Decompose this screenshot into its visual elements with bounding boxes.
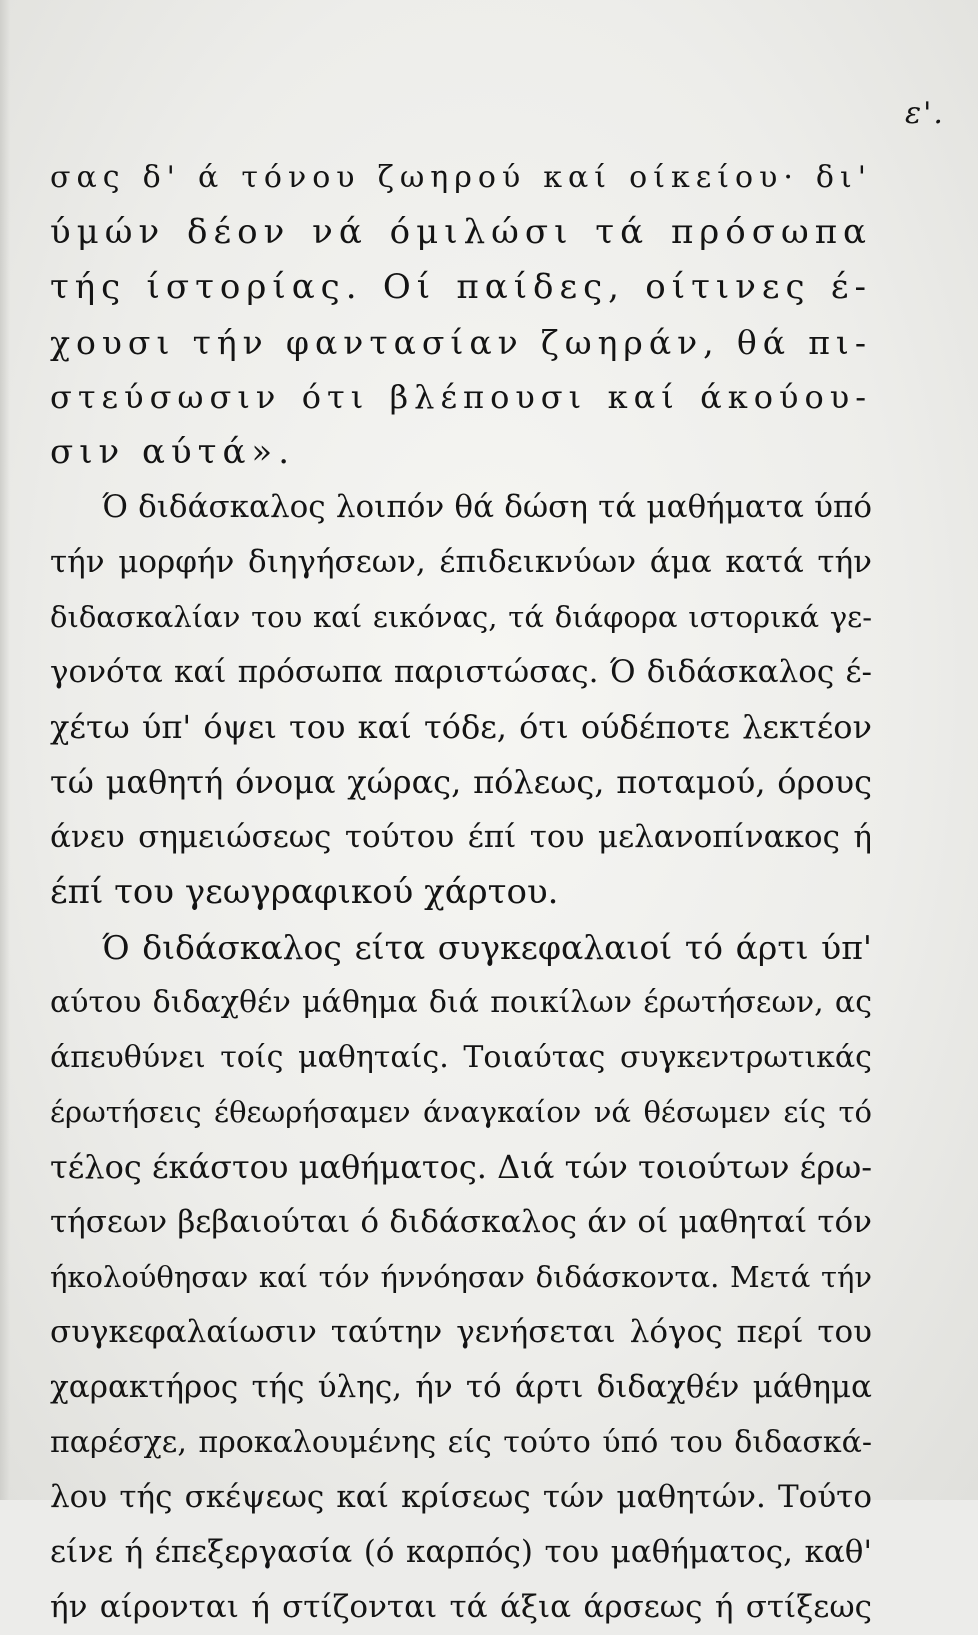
text-line: στεύσωσιν ότι βλέπουσι καί άκούου- bbox=[50, 378, 872, 416]
text-line: Ό διδάσκαλος λοιπόν θά δώση τά μαθήματα ύπό bbox=[102, 489, 872, 525]
text-line: τήν μορφήν διηγήσεων, έπιδεικνύων άμα κατά τήν bbox=[50, 544, 872, 580]
text-line: άπευθύνει τοίς μαθηταίς. Τοιαύτας συγκεντρωτικάς bbox=[50, 1040, 872, 1075]
text-line: χαρακτήρος τής ύλης, ήν τό άρτι διδαχθέν μάθημα bbox=[50, 1369, 872, 1405]
text-line: σιν αύτά». bbox=[50, 432, 296, 472]
text-line: τήσεων βεβαιούται ό διδάσκαλος άν οί μαθηταί τόν bbox=[50, 1204, 872, 1240]
text-line: τέλος έκάστου μαθήματος. Διά τών τοιούτων έρω- bbox=[50, 1148, 872, 1186]
text-line: τής ίστορίας. Οί παίδες, οίτινες έ- bbox=[50, 267, 872, 307]
text-line: έπί του γεωγραφικού χάρτου. bbox=[50, 872, 559, 912]
text-line: χέτω ύπ' όψει του καί τόδε, ότι ούδέποτε λεκτέον bbox=[50, 708, 872, 746]
text-line: ήκολούθησαν καί τόν ήννόησαν διδάσκοντα. Μετά τήν bbox=[50, 1260, 872, 1294]
text-line: ύμών δέον νά όμιλώσι τά πρόσωπα bbox=[50, 212, 872, 252]
text-line: είνε ή έπεξεργασία (ό καρπός) του μαθήματος, καθ' bbox=[50, 1534, 872, 1570]
text-line: διδασκαλίαν του καί εικόνας, τά διάφορα ιστορικά γε- bbox=[50, 600, 872, 634]
text-line: άνευ σημειώσεως τούτου έπί του μελανοπίνακος ή bbox=[50, 819, 872, 855]
text-line: ήν αίρονται ή στίζονται τά άξια άρσεως ή στίξεως bbox=[50, 1589, 872, 1625]
text-line: χουσι τήν φαντασίαν ζωηράν, θά πι- bbox=[50, 323, 872, 362]
text-line: έρωτήσεις έθεωρήσαμεν άναγκαίον νά θέσωμεν είς τό bbox=[50, 1095, 872, 1129]
text-line: λου τής σκέψεως καί κρίσεως τών μαθητών. Τούτο bbox=[50, 1479, 872, 1515]
text-line: αύτου διδαχθέν μάθημα διά ποικίλων έρωτήσεων, ας bbox=[50, 985, 872, 1020]
page-edge-shadow bbox=[0, 0, 10, 1500]
text-line: σας δ' ά τόνου ζωηρού καί οίκείου· δι' bbox=[50, 160, 872, 195]
text-line: συγκεφαλαίωσιν ταύτην γενήσεται λόγος περί του bbox=[50, 1314, 872, 1350]
text-line: γονότα καί πρόσωπα παριστώσας. Ό διδάσκαλος έ- bbox=[50, 654, 872, 690]
body-text bbox=[50, 150, 872, 1635]
text-line: παρέσχε, προκαλουμένης είς τούτο ύπό του διδασκά- bbox=[50, 1425, 872, 1460]
page-number: ε'. bbox=[905, 96, 945, 131]
text-line: τώ μαθητή όνομα χώρας, πόλεως, ποταμού, όρους bbox=[50, 763, 872, 801]
text-line: Ό διδάσκαλος είτα συγκεφαλαιοί τό άρτι ύπ' bbox=[102, 928, 872, 967]
